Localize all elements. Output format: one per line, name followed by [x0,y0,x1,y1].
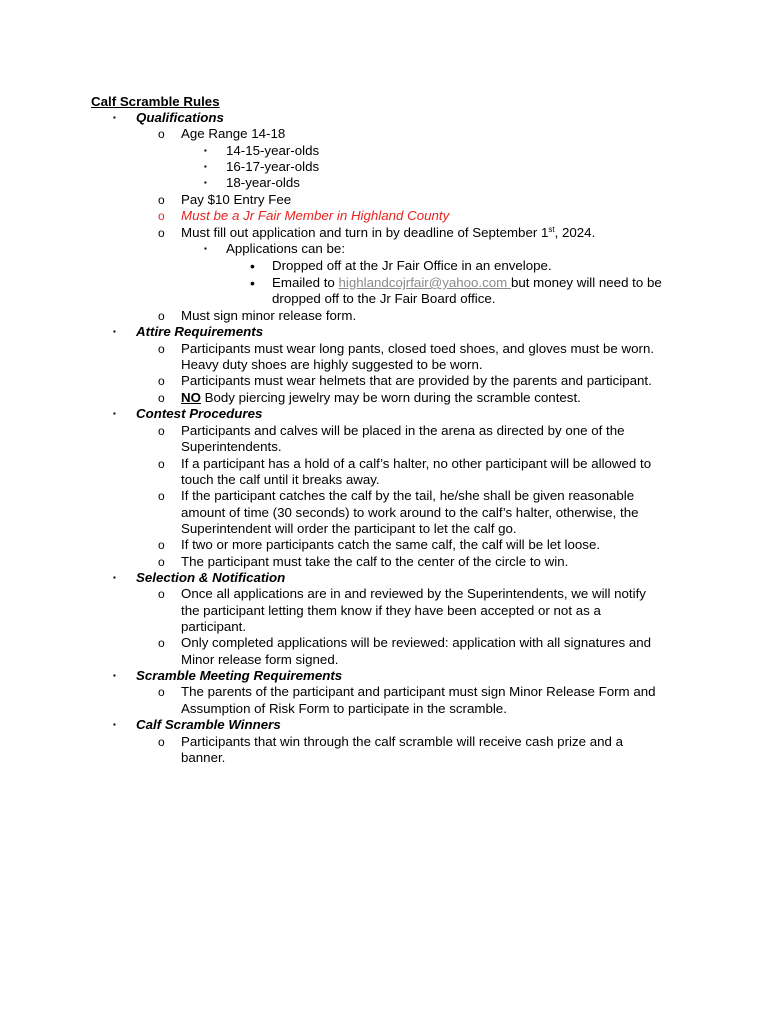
list-item: Must sign minor release form. [181,308,357,323]
circle-bullet-icon: o [158,457,165,471]
dot-bullet-icon: • [250,258,255,274]
no-emphasis: NO [181,390,201,405]
page-title: Calf Scramble Rules [91,94,220,109]
emailed-suffix: but money will need to be [510,275,662,290]
square-bullet-icon: ▪ [204,178,207,187]
circle-bullet-icon: o [158,489,165,503]
list-item: If the participant catches the calf by the tail, he/she shall be given reasonable [181,488,635,503]
square-bullet-icon: ▪ [204,162,207,171]
list-item-continuation: Superintendent will order the participant to let the calf go. [181,521,517,536]
section-heading-qualifications: Qualifications [136,110,224,125]
list-item-continuation: Assumption of Risk Form to participate in the scramble. [181,701,507,716]
square-bullet-icon: ▪ [113,113,116,122]
circle-bullet-icon: o [158,735,165,749]
circle-bullet-icon: o [158,391,165,405]
circle-bullet-icon: o [158,587,165,601]
list-item-continuation: amount of time (30 seconds) to work around to the calf’s halter, otherwise, the [181,505,639,520]
list-item: Dropped off at the Jr Fair Office in an envelope. [272,258,552,273]
list-item-continuation: the participant letting them know if they have been accepted or not as a [181,603,601,618]
list-item: Once all applications are in and reviewed by the Superintendents, we will notify [181,586,646,601]
list-item-continuation: touch the calf until it breaks away. [181,472,380,487]
section-heading-attire: Attire Requirements [136,324,264,339]
circle-bullet-icon: o [158,685,165,699]
list-item-continuation: dropped off to the Jr Fair Board office. [272,291,496,306]
list-item [181,390,581,406]
list-item: The participant must take the calf to the center of the circle to win. [181,554,569,569]
list-item: Only completed applications will be reviewed: application with all signatures and [181,635,652,650]
list-item: Participants that win through the calf scramble will receive cash prize and a [181,734,623,749]
square-bullet-icon: ▪ [113,720,116,729]
section-heading-selection: Selection & Notification [136,570,286,585]
list-item: Participants and calves will be placed in the arena as directed by one of the [181,423,625,438]
list-item: If a participant has a hold of a calf’s halter, no other participant will be allowed to [181,456,652,471]
square-bullet-icon: ▪ [204,244,207,253]
list-item: 18-year-olds [226,175,300,190]
circle-bullet-icon: o [158,636,165,650]
list-item-continuation: banner. [181,750,226,765]
list-item: Participants must wear long pants, closed toed shoes, and gloves must be worn. [181,341,655,356]
dot-bullet-icon: • [250,275,255,291]
list-item [181,225,595,241]
list-item [272,275,662,291]
circle-bullet-icon: o [158,226,165,240]
deadline-year: , 2024. [554,225,596,240]
circle-bullet-icon: o [158,193,165,207]
list-item-continuation: participant. [181,619,247,634]
circle-bullet-icon: o [158,374,165,388]
circle-bullet-icon: o [158,309,165,323]
list-item: Pay $10 Entry Fee [181,192,292,207]
list-item: If two or more participants catch the same calf, the calf will be let loose. [181,537,601,552]
square-bullet-icon: ▪ [113,327,116,336]
section-heading-winners: Calf Scramble Winners [136,717,281,732]
square-bullet-icon: ▪ [204,146,207,155]
piercing-text: Body piercing jewelry may be worn during the scramble contest. [200,390,581,405]
list-item: Applications can be: [226,241,346,256]
circle-bullet-icon: o [158,424,165,438]
list-item: Age Range 14-18 [181,126,286,141]
email-link[interactable]: highlandcojrfair@yahoo.com [338,275,511,290]
section-heading-meeting: Scramble Meeting Requirements [136,668,343,683]
circle-bullet-icon: o [158,209,165,223]
circle-bullet-icon: o [158,127,165,141]
emailed-prefix: Emailed to [272,275,339,290]
list-item: The parents of the participant and participant must sign Minor Release Form and [181,684,656,699]
circle-bullet-icon: o [158,342,165,356]
square-bullet-icon: ▪ [113,409,116,418]
square-bullet-icon: ▪ [113,671,116,680]
square-bullet-icon: ▪ [113,573,116,582]
deadline-ordinal: st [548,225,555,234]
circle-bullet-icon: o [158,555,165,569]
list-item: Participants must wear helmets that are provided by the parents and participant. [181,373,652,388]
list-item-highlight: Must be a Jr Fair Member in Highland County [181,208,450,223]
list-item: 16-17-year-olds [226,159,320,174]
circle-bullet-icon: o [158,538,165,552]
list-item: 14-15-year-olds [226,143,320,158]
list-item-continuation: Superintendents. [181,439,282,454]
section-heading-contest: Contest Procedures [136,406,263,421]
list-item-continuation: Heavy duty shoes are highly suggested to be worn. [181,357,483,372]
deadline-text: Must fill out application and turn in by deadline of September 1 [181,225,549,240]
list-item-continuation: Minor release form signed. [181,652,339,667]
